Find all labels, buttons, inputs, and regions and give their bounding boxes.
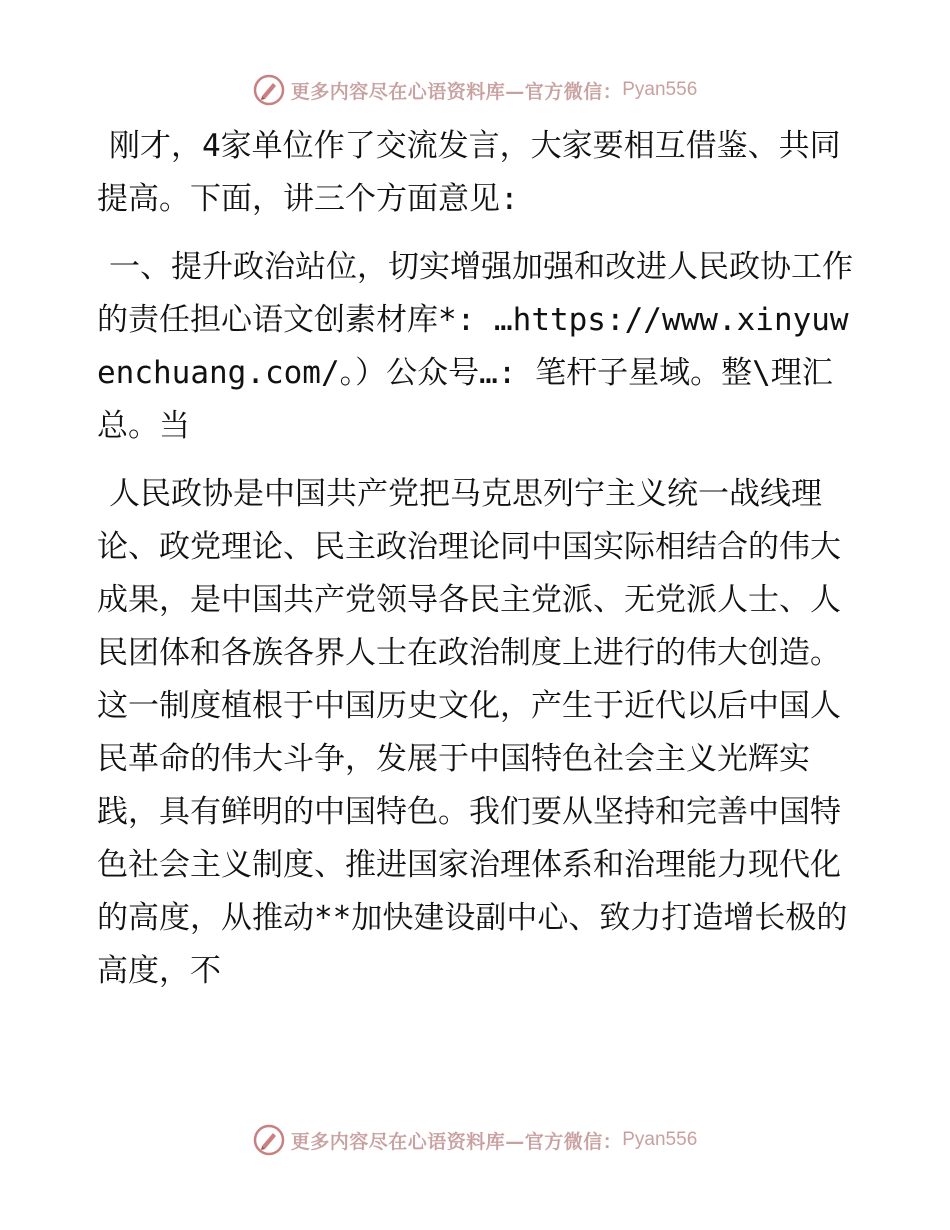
watermark-text: 更多内容尽在心语资料库—官方微信： bbox=[290, 1130, 623, 1153]
footer-watermark bbox=[0, 1120, 950, 1160]
pen-logo-icon bbox=[253, 74, 285, 106]
document-body bbox=[97, 120, 857, 1013]
pen-logo-icon bbox=[253, 1124, 285, 1156]
paragraph-intro: 刚才，4家单位作了交流发言，大家要相互借鉴、共同提高。下面，讲三个方面意见: bbox=[97, 128, 841, 217]
paragraph-section-one-body: 人民政协是中国共产党把马克思列宁主义统一战线理论、政党理论、民主政治理论同中国实际相结合的伟大成果，是中国共产党领导各民主党派、无党派人士、人民团体和各族各界人士在政治制度上进行的伟大创造。这一制度植根于中国历史文化，产生于近代以后中国人民革命的伟大斗争，发展于中国特色社会主义光辉实践，具有鲜明的中国特色。我们要从坚持和完善中国特色社会主义制度、推进国家治理体系和治理能力现代化的高度，从推动**加快建设副中心、致力打造增长极的高度，不 bbox=[97, 476, 848, 989]
paragraph-section-one-heading: 一、提升政治站位，切实增强加强和改进人民政协工作的责任担心语文创素材库*: …https://www.xinyuwenchuang.com/。）公众号…: 笔杆子星域。整\理汇总。当 bbox=[97, 249, 853, 444]
watermark-id: Pyan556 bbox=[622, 79, 698, 100]
watermark-text: 更多内容尽在心语资料库—官方微信： bbox=[290, 80, 623, 103]
header-watermark bbox=[0, 70, 950, 110]
watermark-id: Pyan556 bbox=[622, 1129, 698, 1150]
